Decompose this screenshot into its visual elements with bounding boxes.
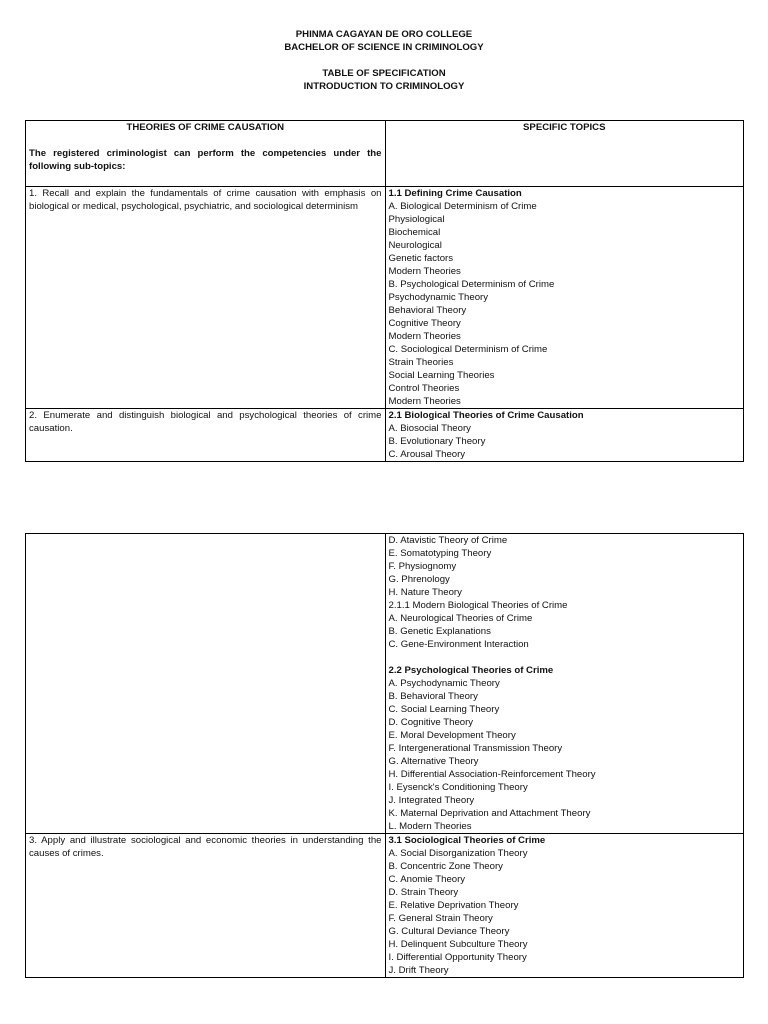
topic-item: G. Alternative Theory bbox=[388, 756, 479, 767]
topic-item: C. Gene-Environment Interaction bbox=[388, 639, 529, 650]
topic-item: A. Biosocial Theory bbox=[388, 423, 471, 434]
col2-header: SPECIFIC TOPICS bbox=[523, 122, 606, 133]
topic-heading: 3.1 Sociological Theories of Crime bbox=[388, 835, 546, 846]
topic-item: G. Cultural Deviance Theory bbox=[388, 926, 510, 937]
table-row bbox=[26, 187, 744, 409]
topic-item: A. Neurological Theories of Crime bbox=[388, 613, 533, 624]
competency-text: 2. Enumerate and distinguish biological and psychological theories of crime causation. bbox=[29, 410, 382, 434]
competency-cell bbox=[26, 187, 386, 409]
topic-item: A. Biological Determinism of Crime bbox=[388, 201, 537, 212]
college-name: PHINMA CAGAYAN DE ORO COLLEGE bbox=[295, 29, 473, 40]
table-row bbox=[26, 409, 744, 462]
table-row bbox=[26, 834, 744, 978]
topic-item: B. Concentric Zone Theory bbox=[388, 861, 503, 872]
topic-item: J. Drift Theory bbox=[388, 965, 449, 976]
program-name: BACHELOR OF SCIENCE IN CRIMINOLOGY bbox=[284, 42, 484, 53]
topic-item: C. Social Learning Theory bbox=[388, 704, 500, 715]
topic-item: I. Eysenck's Conditioning Theory bbox=[388, 782, 528, 793]
course-name: INTRODUCTION TO CRIMINOLOGY bbox=[303, 81, 465, 92]
topics-cell bbox=[385, 409, 744, 462]
topic-item: Modern Theories bbox=[388, 331, 461, 342]
topic-item: B. Psychological Determinism of Crime bbox=[388, 279, 555, 290]
doc-type: TABLE OF SPECIFICATION bbox=[322, 68, 446, 79]
topic-item: Modern Theories bbox=[388, 266, 461, 277]
topic-item: F. Intergenerational Transmission Theory bbox=[388, 743, 563, 754]
topic-item: H. Differential Association-Reinforcement Theory bbox=[388, 769, 596, 780]
topic-item: B. Genetic Explanations bbox=[388, 626, 491, 637]
specification-table bbox=[25, 120, 744, 462]
topic-item bbox=[389, 651, 741, 664]
topic-item: E. Moral Development Theory bbox=[388, 730, 516, 741]
document-header bbox=[0, 28, 768, 54]
lead-text: The registered criminologist can perform the competencies under the following sub-topics: bbox=[29, 148, 382, 172]
topic-item: Social Learning Theories bbox=[388, 370, 495, 381]
table-header-row bbox=[26, 121, 744, 187]
topic-item: F. Physiognomy bbox=[388, 561, 457, 572]
table-row bbox=[26, 534, 744, 834]
topic-item: Biochemical bbox=[388, 227, 441, 238]
topic-item: D. Atavistic Theory of Crime bbox=[388, 535, 508, 546]
competency-cell bbox=[26, 409, 386, 462]
competency-cell bbox=[26, 834, 386, 978]
topic-heading: 2.1 Biological Theories of Crime Causation bbox=[388, 410, 584, 421]
topic-item: Cognitive Theory bbox=[388, 318, 461, 329]
topic-item: Modern Theories bbox=[388, 396, 461, 407]
topic-item: D. Strain Theory bbox=[388, 887, 459, 898]
topic-item: J. Integrated Theory bbox=[388, 795, 475, 806]
topic-item: Physiological bbox=[388, 214, 445, 225]
topic-item: H. Delinquent Subculture Theory bbox=[388, 939, 528, 950]
topic-item: F. General Strain Theory bbox=[388, 913, 493, 924]
topics-cell bbox=[385, 187, 744, 409]
topic-item: Genetic factors bbox=[388, 253, 454, 264]
topic-heading: 2.2 Psychological Theories of Crime bbox=[388, 665, 554, 676]
topic-item: G. Phrenology bbox=[388, 574, 450, 585]
topic-item: H. Nature Theory bbox=[388, 587, 462, 598]
competency-text: 1. Recall and explain the fundamentals of crime causation with emphasis on biological or medical, psychological, psychiatric, and sociological determinism bbox=[29, 188, 382, 212]
topic-item: C. Anomie Theory bbox=[388, 874, 466, 885]
topic-heading: 1.1 Defining Crime Causation bbox=[388, 188, 522, 199]
col2-header-cell bbox=[385, 121, 744, 187]
topics-cell bbox=[385, 834, 744, 978]
competency-text: 3. Apply and illustrate sociological and economic theories in understanding the causes of crimes. bbox=[29, 835, 382, 859]
specification-table-continued bbox=[25, 533, 744, 978]
topic-item: E. Somatotyping Theory bbox=[388, 548, 492, 559]
topic-item: E. Relative Deprivation Theory bbox=[388, 900, 519, 911]
topics-cell bbox=[385, 534, 744, 834]
topic-item: L. Modern Theories bbox=[388, 821, 472, 832]
topic-item: Behavioral Theory bbox=[388, 305, 467, 316]
topic-item: D. Cognitive Theory bbox=[388, 717, 474, 728]
col1-header: THEORIES OF CRIME CAUSATION bbox=[126, 122, 285, 133]
topic-item: B. Behavioral Theory bbox=[388, 691, 478, 702]
topic-item: Psychodynamic Theory bbox=[388, 292, 489, 303]
topic-item: Neurological bbox=[388, 240, 442, 251]
topic-item: A. Social Disorganization Theory bbox=[388, 848, 528, 859]
topic-item: Strain Theories bbox=[388, 357, 454, 368]
topic-item: A. Psychodynamic Theory bbox=[388, 678, 500, 689]
competency-cell bbox=[26, 534, 386, 834]
topic-item: K. Maternal Deprivation and Attachment Theory bbox=[388, 808, 591, 819]
topic-item: C. Arousal Theory bbox=[388, 449, 466, 460]
col1-header-cell bbox=[26, 121, 386, 187]
topic-item: B. Evolutionary Theory bbox=[388, 436, 486, 447]
topic-item: Control Theories bbox=[388, 383, 460, 394]
document-title bbox=[0, 67, 768, 93]
topic-item: C. Sociological Determinism of Crime bbox=[388, 344, 548, 355]
topic-item: I. Differential Opportunity Theory bbox=[388, 952, 527, 963]
topic-item: 2.1.1 Modern Biological Theories of Crime bbox=[388, 600, 568, 611]
